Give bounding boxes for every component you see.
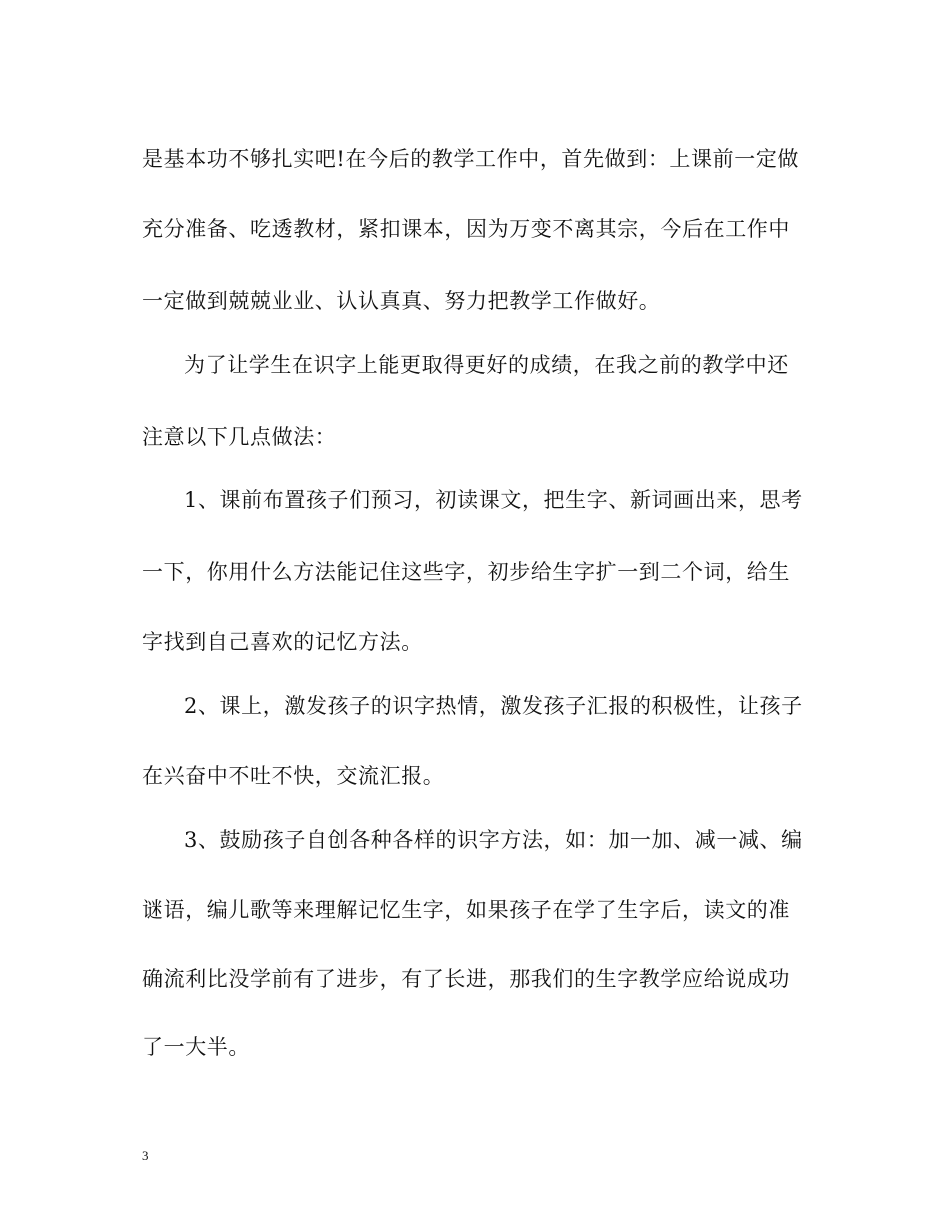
text-line-5: 注意以下几点做法：	[142, 425, 337, 449]
text-line-11: 3、鼓励孩子自创各种各样的识字方法，如：加一加、减一减、编	[184, 828, 803, 852]
text-line-3: 一定做到兢兢业业、认认真真、努力把教学工作做好。	[142, 289, 661, 313]
text-line-7: 一下，你用什么方法能记住这些字，初步给生字扩一到二个词，给生	[142, 560, 790, 584]
text-line-14: 了一大半。	[142, 1035, 250, 1059]
text-line-4: 为了让学生在识字上能更取得更好的成绩，在我之前的教学中还	[184, 353, 789, 377]
text-line-12: 谜语，编儿歌等来理解记忆生字，如果孩子在学了生字后，读文的准	[142, 898, 790, 922]
text-line-10: 在兴奋中不吐不快，交流汇报。	[142, 764, 445, 788]
text-line-2: 充分准备、吃透教材，紧扣课本，因为万变不离其宗，今后在工作中	[142, 217, 790, 241]
page-number: 3	[142, 1148, 149, 1163]
text-line-8: 字找到自己喜欢的记忆方法。	[142, 630, 423, 654]
text-line-6: 1、课前布置孩子们预习，初读课文，把生字、新词画出来，思考	[184, 488, 803, 512]
text-line-13: 确流利比没学前有了进步，有了长进，那我们的生字教学应给说成功	[142, 967, 790, 991]
text-line-9: 2、课上，激发孩子的识字热情，激发孩子汇报的积极性，让孩子	[184, 694, 803, 718]
text-line-1: 是基本功不够扎实吧!在今后的教学工作中，首先做到：上课前一定做	[142, 147, 800, 171]
